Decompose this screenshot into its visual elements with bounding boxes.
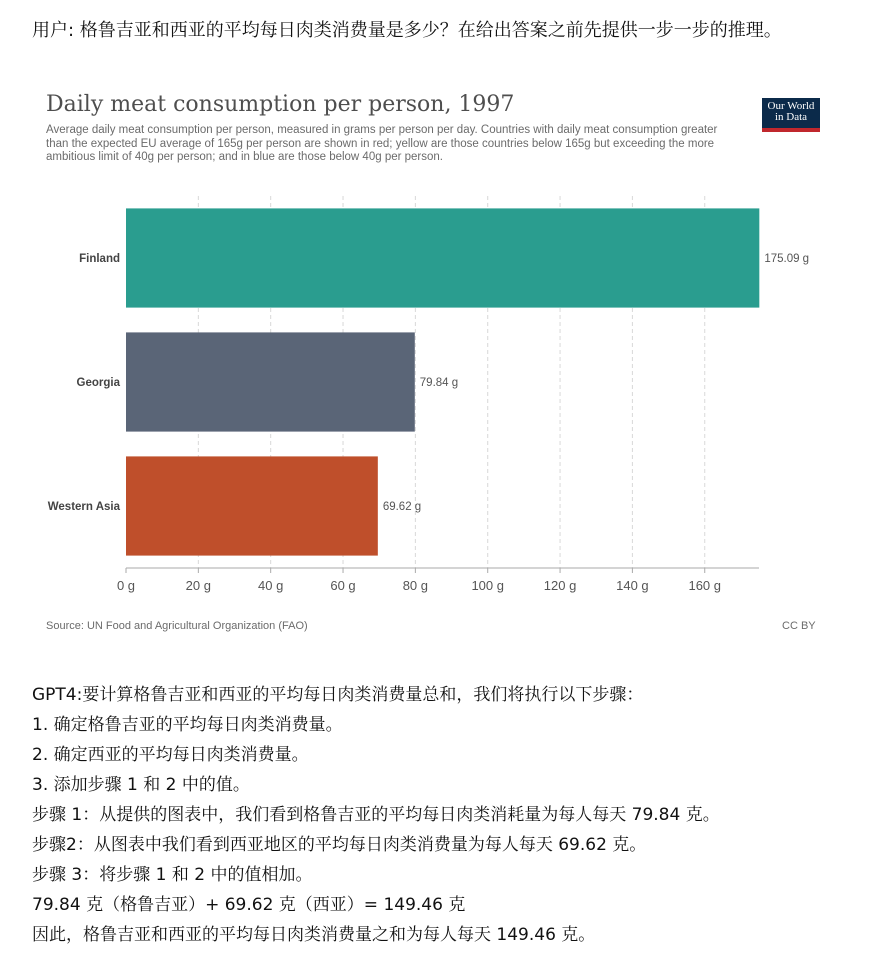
x-tick-label: 160 g	[688, 578, 722, 593]
x-tick-label: 40 g	[258, 578, 284, 593]
answer-line: 步骤 3：将步骤 1 和 2 中的值相加。	[32, 865, 313, 885]
bar	[126, 456, 378, 555]
chart-license[interactable]: CC BY	[782, 620, 816, 632]
x-tick-label: 140 g	[616, 578, 649, 593]
value-label: 175.09 g	[764, 253, 810, 265]
user-question: 用户: 格鲁吉亚和西亚的平均每日肉类消费量是多少？在给出答案之前先提供一步一步的推理。	[32, 20, 782, 41]
x-tick-label: 20 g	[185, 578, 211, 593]
x-tick-label: 100 g	[471, 578, 504, 593]
logo-line-1: Our World	[767, 100, 815, 112]
category-label: Georgia	[76, 377, 120, 389]
logo-line-2: in Data	[774, 111, 808, 123]
category-label: Finland	[79, 253, 120, 265]
chart-source: Source: UN Food and Agricultural Organization (FAO)	[46, 620, 308, 632]
value-label: 69.62 g	[382, 501, 422, 513]
answer-line: 步骤2：从图表中我们看到西亚地区的平均每日肉类消费量为每人每天 69.62 克。	[32, 835, 647, 855]
bar	[126, 208, 759, 307]
x-tick-label: 0 g	[116, 578, 136, 593]
x-tick-label: 80 g	[402, 578, 429, 593]
answer-line: 因此，格鲁吉亚和西亚的平均每日肉类消费量之和为每人每天 149.46 克。	[32, 925, 596, 945]
bar-plot	[36, 88, 836, 618]
answer-line: 步骤 1：从提供的图表中，我们看到格鲁吉亚的平均每日肉类消耗量为每人每天 79.84 克。	[32, 805, 720, 825]
value-label: 79.84 g	[419, 377, 459, 389]
answer-line: 2. 确定西亚的平均每日肉类消费量。	[32, 745, 309, 765]
answer-line: 79.84 克（格鲁吉亚）+ 69.62 克（西亚）= 149.46 克	[32, 895, 466, 915]
x-tick-label: 60 g	[330, 578, 356, 593]
answer-line: 1. 确定格鲁吉亚的平均每日肉类消费量。	[32, 715, 343, 735]
category-label: Western Asia	[47, 501, 120, 513]
bar	[126, 332, 415, 431]
chart-subtitle: Average daily meat consumption per person, measured in grams per person per day. Countries with daily meat consumption greater than the expected EU average of 165g per person are shown in red; yellow are those countries below 165g but exceeding the more ambitious limit of 40g per person; and in blue are those below 40g per person.	[46, 124, 718, 163]
chart-title: Daily meat consumption per person, 1997	[46, 92, 515, 117]
answer-line: GPT4:要计算格鲁吉亚和西亚的平均每日肉类消费量总和，我们将执行以下步骤：	[32, 685, 644, 705]
x-tick-label: 120 g	[543, 578, 577, 593]
gpt4-answer	[32, 680, 862, 950]
chart	[36, 88, 836, 648]
answer-line: 3. 添加步骤 1 和 2 中的值。	[32, 775, 250, 795]
